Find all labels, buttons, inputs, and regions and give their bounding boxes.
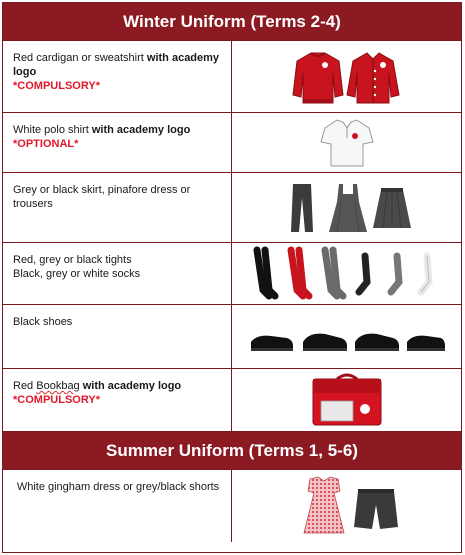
- uniform-row-summer: [3, 470, 461, 542]
- uniform-row-text: Red, grey or black tights Black, grey or white socks: [3, 243, 232, 304]
- winter-uniform-title: Winter Uniform (Terms 2-4): [123, 11, 341, 31]
- uniform-row-text: Red Bookbag with academy logo *COMPULSORY*: [3, 369, 232, 431]
- uniform-row-polo: [3, 113, 461, 173]
- red-cardigan-sweatshirt-icon: [232, 41, 461, 112]
- compulsory-note: *COMPULSORY*: [13, 80, 100, 92]
- compulsory-note: *COMPULSORY*: [13, 394, 100, 406]
- uniform-row-text: Grey or black skirt, pinafore dress or trousers: [3, 173, 232, 242]
- uniform-row-text: Red cardigan or sweatshirt with academy logo *COMPULSORY*: [3, 41, 232, 112]
- uniform-row-text: Black shoes: [3, 305, 232, 368]
- optional-note: *OPTIONAL*: [13, 138, 79, 150]
- winter-uniform-header: [3, 3, 461, 41]
- summer-uniform-header: [3, 432, 461, 470]
- red-bookbag-icon: [232, 369, 461, 431]
- uniform-row-bottoms: [3, 173, 461, 243]
- skirt-pinafore-trousers-icon: [232, 173, 461, 242]
- summer-uniform-title: Summer Uniform (Terms 1, 5-6): [106, 440, 358, 460]
- black-shoes-icon: [232, 305, 461, 368]
- uniform-sheet: [2, 2, 462, 553]
- uniform-row-tights-socks: [3, 243, 461, 305]
- uniform-row-shoes: [3, 305, 461, 369]
- uniform-row-text: White gingham dress or grey/black shorts: [3, 470, 232, 542]
- uniform-row-text: White polo shirt with academy logo *OPTIONAL*: [3, 113, 232, 172]
- uniform-row-cardigan: [3, 41, 461, 113]
- tights-socks-icon: [232, 243, 461, 304]
- gingham-dress-shorts-icon: [232, 470, 461, 542]
- uniform-row-bookbag: [3, 369, 461, 432]
- white-polo-shirt-icon: [232, 113, 461, 172]
